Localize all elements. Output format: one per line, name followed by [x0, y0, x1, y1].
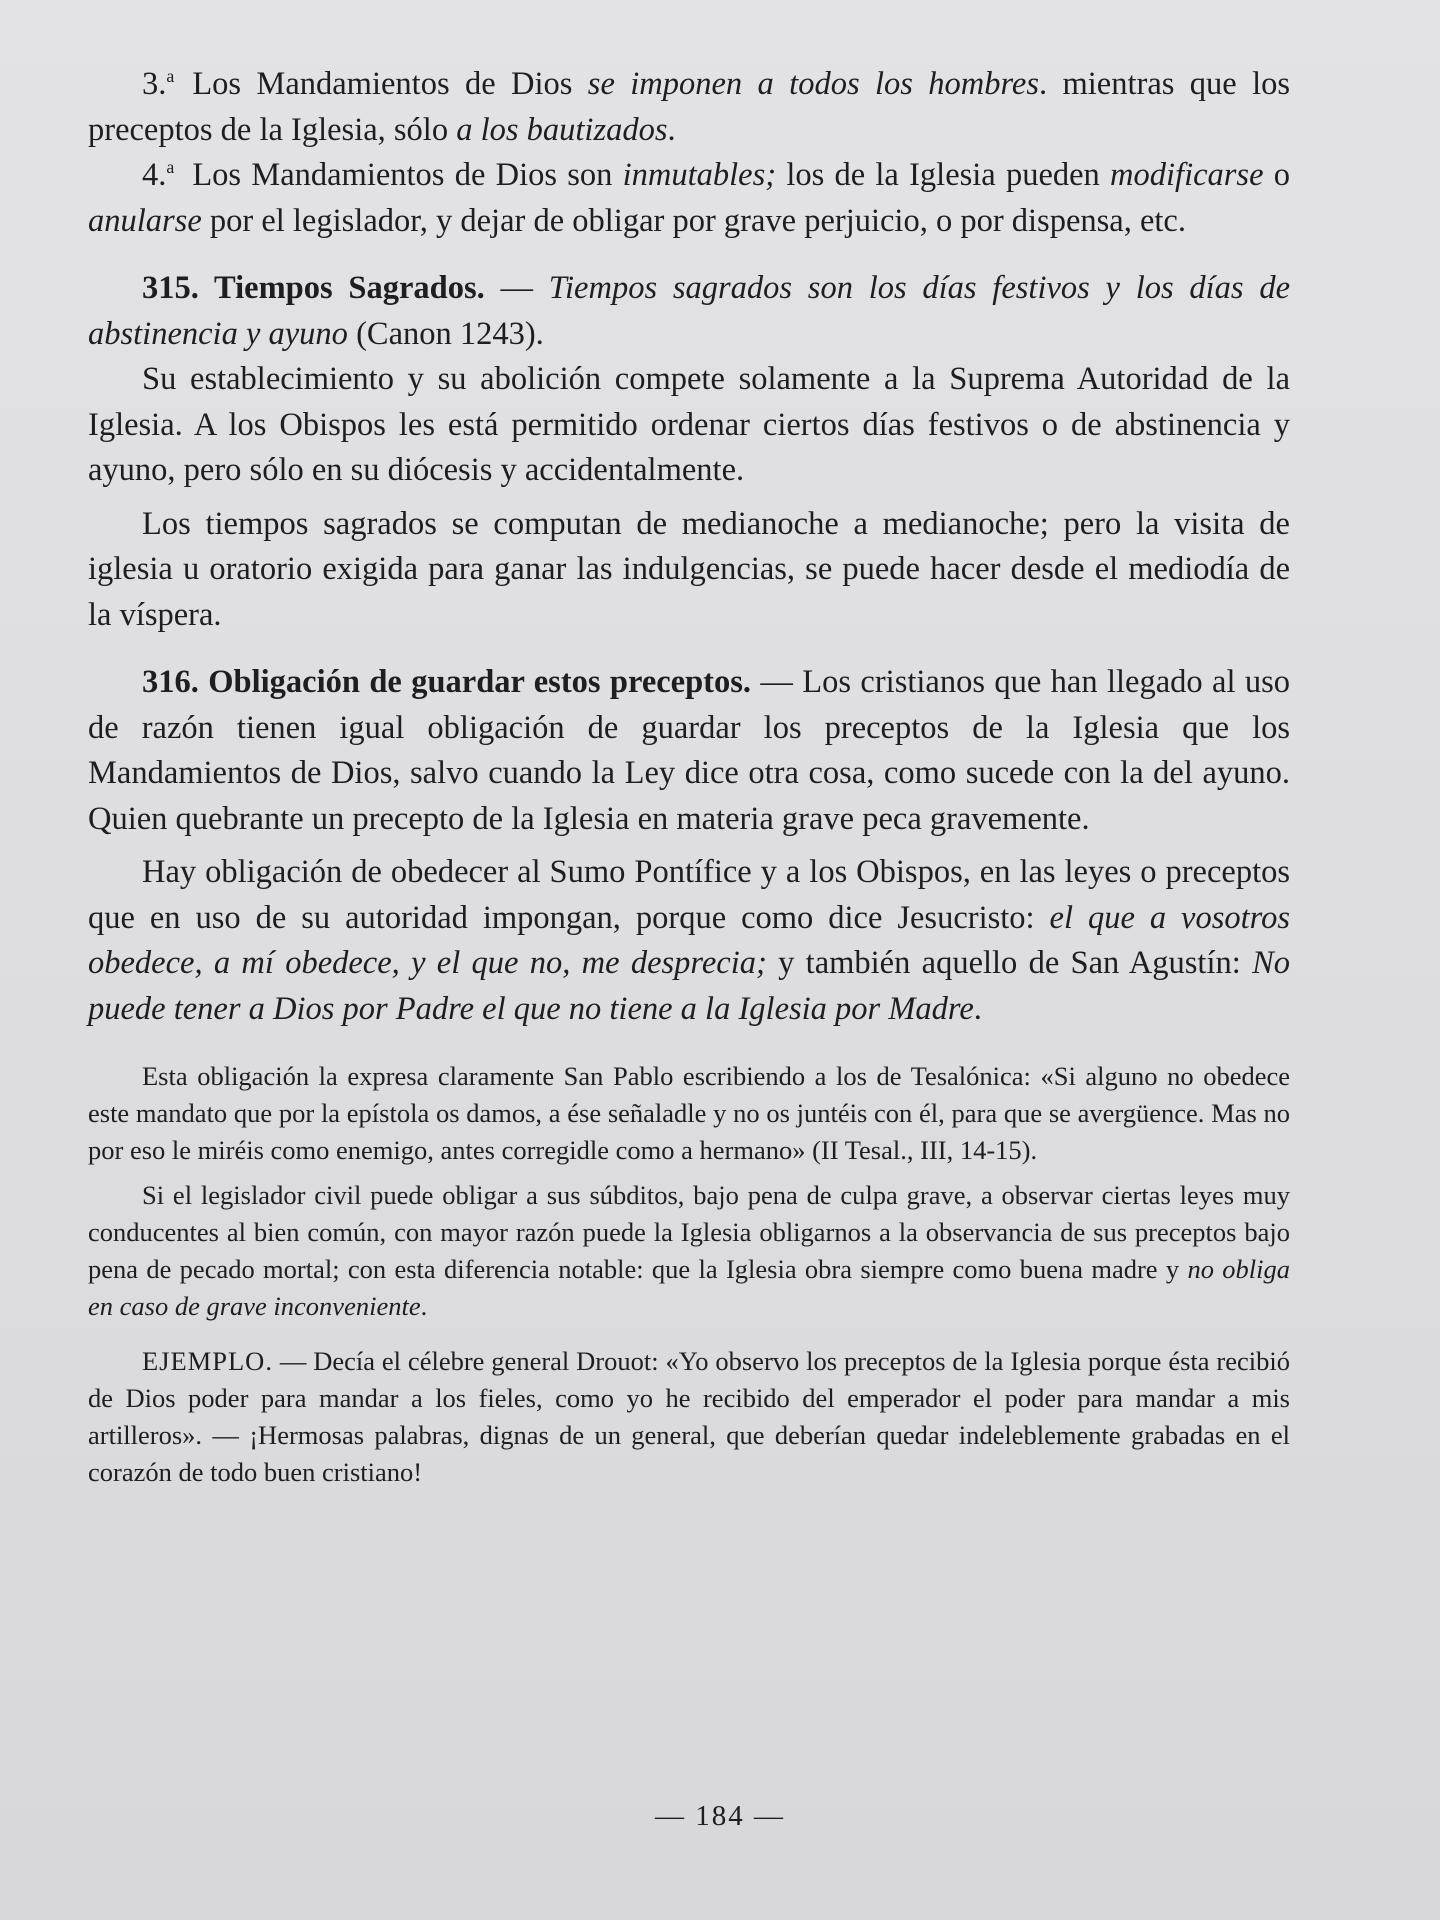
section-316: 316. Obligación de guardar estos preceptos. — Los cristianos que han llegado al uso de razón tienen igual obligación de guardar los preceptos de la Iglesia que los Mandamientos de Dios, salvo cuando la Ley dice otra cosa, como sucede con la del ayuno. Quien quebrante un precepto de la Iglesia en materia grave peca gravemente. [88, 664, 1291, 837]
page-number: — 184 — [655, 1800, 785, 1832]
paragraph-tiempos: Los tiempos sagrados se computan de medianoche a medianoche; pero la visita de iglesia u oratorio exigida para ganar las indulgencias, se puede hacer desde el mediodía de la víspera. [88, 505, 1290, 633]
paragraph-obediencia: Hay obligación de obedecer al Sumo Pontífice y a los Obispos, en las leyes o preceptos que en uso de su autoridad impongan, porque como dice Jesucristo: el que a vosotros obedece, a mí obedece, y el que no, me desprecia; y también aquello de San Agustín: No puede tener a Dios por Padre el que no tiene a la Iglesia por Madre. [88, 854, 1290, 1027]
paragraph-4a: 4.$^a$ Los Mandamientos de Dios son inmutables; los de la Iglesia pueden modificarse o anularse por el legislador, y dejar de obligar por grave perjuicio, o por dispensa, etc. [88, 157, 1290, 239]
paragraph-establecimiento: Su establecimiento y su abolición compete solamente a la Suprema Autoridad de la Iglesia. A los Obispos les está permitido ordenar ciertos días festivos o de abstinencia y ayuno, pero sólo en su diócesis y accidentalmente. [88, 361, 1290, 488]
section-heading-315: 315. Tiempos Sagrados. [142, 270, 485, 306]
paragraph-3a: 3.$^a$ Los Mandamientos de Dios se imponen a todos los hombres. mientras que los preceptos de la Iglesia, sólo a los bautizados. [88, 66, 1291, 148]
ordinal-4: 4.$^a$ [142, 157, 175, 193]
note-san-pablo: Esta obligación la expresa claramente San Pablo escribiendo a los de Tesalónica: «Si alguno no obedece este mandato que por la epístola os damos, a ése señaladle y no os juntéis con él, para que se avergüence. Mas no por eso le miréis como enemigo, antes corregidle como a hermano» (II Tesal., III, 14-15). [88, 1061, 1290, 1165]
section-heading-316: 316. Obligación de guardar estos preceptos. [142, 664, 752, 700]
ordinal-3: 3.$^a$ [142, 66, 175, 102]
example-label: EJEMPLO. [142, 1346, 273, 1376]
section-315: 315. Tiempos Sagrados. — Tiempos sagrados son los días festivos y los días de abstinencia y ayuno (Canon 1243). [88, 270, 1290, 352]
example-drouot: EJEMPLO. — Decía el célebre general Drouot: «Yo observo los preceptos de la Iglesia porque ésta recibió de Dios poder para mandar a los fieles, como yo he recibido del emperador el poder para mandar a mis artilleros». — ¡Hermosas palabras, dignas de un general, que deberían quedar indeleblemente grabadas en el corazón de todo buen cristiano! [88, 1346, 1290, 1487]
note-legislador: Si el legislador civil puede obligar a sus súbditos, bajo pena de culpa grave, a observar ciertas leyes muy conducentes al bien común, con mayor razón puede la Iglesia obligarnos a la observancia de sus preceptos bajo pena de pecado mortal; con esta diferencia notable: que la Iglesia obra siempre como buena madre y no obliga en caso de grave inconveniente. [88, 1180, 1290, 1321]
